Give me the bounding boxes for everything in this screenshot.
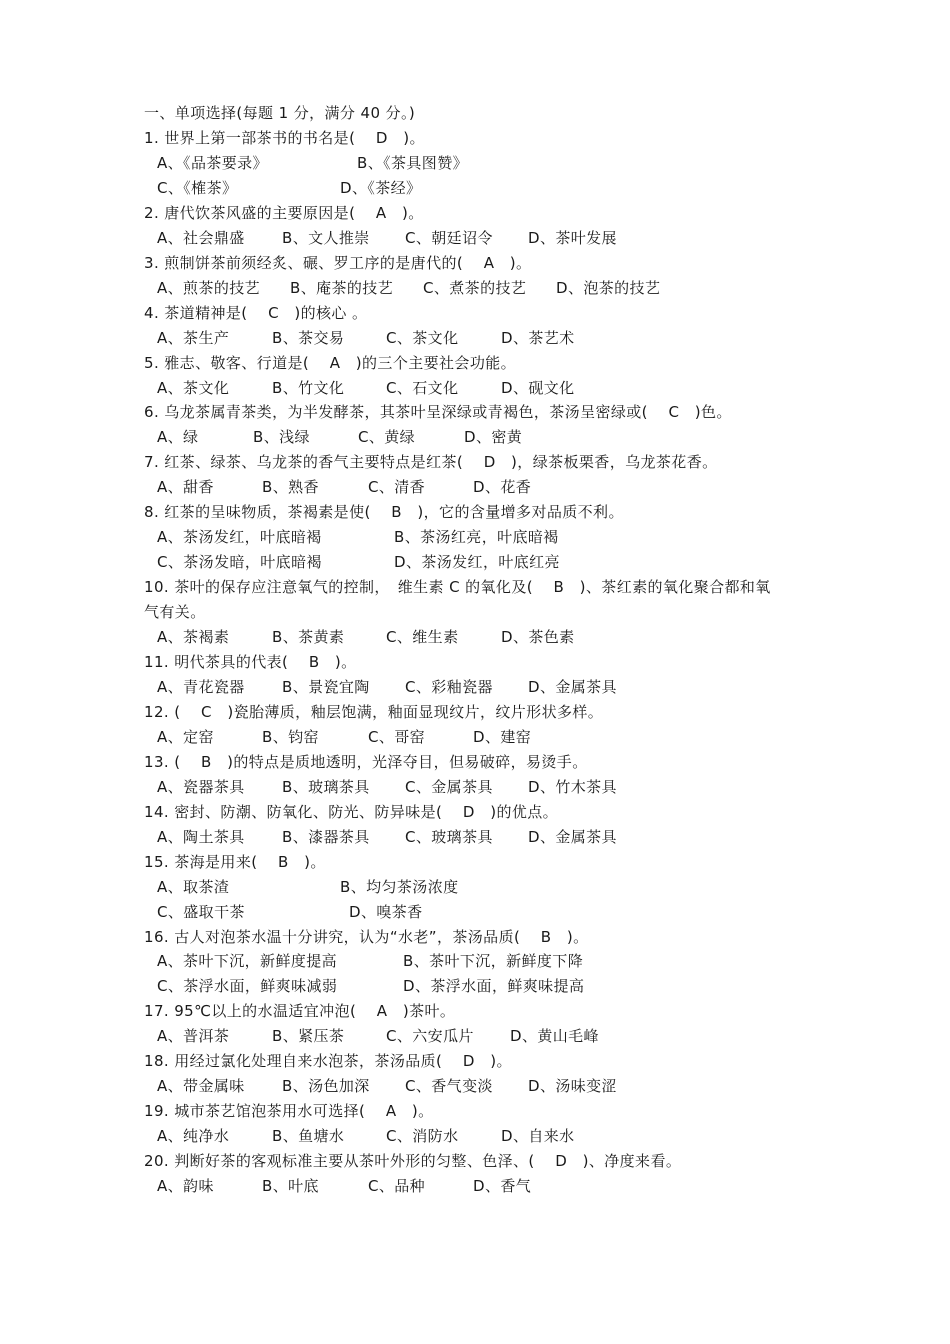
option-16-b: B、茶叶下沉，新鲜度下降 (403, 952, 584, 970)
question-16: 16. 古人对泡茶水温十分讲究，认为“水老”，茶汤品质( B )。 (144, 928, 589, 946)
option-14-b: B、漆器茶具 (282, 828, 370, 846)
question-2: 2. 唐代饮茶风盛的主要原因是( A )。 (144, 204, 424, 222)
option-8-a: A、茶汤发红，叶底暗褐 (157, 528, 322, 546)
option-6-b: B、浅绿 (253, 428, 310, 446)
option-7-c: C、清香 (368, 478, 426, 496)
option-10-d: D、茶色素 (501, 628, 575, 646)
option-17-a: A、普洱茶 (157, 1027, 230, 1045)
option-12-d: D、建窑 (473, 728, 532, 746)
question-11: 11. 明代茶具的代表( B )。 (144, 653, 357, 671)
option-5-a: A、茶文化 (157, 379, 230, 397)
question-7: 7. 红茶、绿茶、乌龙茶的香气主要特点是红茶( D )，绿茶板栗香，乌龙茶花香。 (144, 453, 718, 471)
option-6-c: C、黄绿 (358, 428, 416, 446)
option-5-d: D、砚文化 (501, 379, 575, 397)
option-19-c: C、消防水 (386, 1127, 459, 1145)
option-4-c: C、茶文化 (386, 329, 459, 347)
option-6-d: D、密黄 (464, 428, 523, 446)
option-20-d: D、香气 (473, 1177, 532, 1195)
option-16-a: A、茶叶下沉，新鲜度提高 (157, 952, 338, 970)
option-10-a: A、茶褐素 (157, 628, 230, 646)
question-12: 12. ( C )瓷胎薄质，釉层饱满，釉面显现纹片，纹片形状多样。 (144, 703, 604, 721)
option-13-b: B、玻璃茶具 (282, 778, 370, 796)
question-3: 3. 煎制饼茶前须经炙、碾、罗工序的是唐代的( A )。 (144, 254, 532, 272)
option-18-d: D、汤味变涩 (528, 1077, 617, 1095)
option-14-c: C、玻璃茶具 (405, 828, 493, 846)
option-14-a: A、陶土茶具 (157, 828, 245, 846)
option-2-a: A、社会鼎盛 (157, 229, 245, 247)
question-17: 17. 95℃以上的水温适宜冲泡( A )茶叶。 (144, 1002, 456, 1020)
question-20: 20. 判断好茶的客观标准主要从茶叶外形的匀整、色泽、( D )、净度来看。 (144, 1152, 682, 1170)
option-11-d: D、金属茶具 (528, 678, 617, 696)
option-16-c: C、茶浮水面，鲜爽味减弱 (157, 977, 338, 995)
option-18-b: B、汤色加深 (282, 1077, 370, 1095)
option-7-a: A、甜香 (157, 478, 214, 496)
option-12-c: C、哥窑 (368, 728, 426, 746)
question-13: 13. ( B )的特点是质地透明，光泽夺目，但易破碎，易烫手。 (144, 753, 588, 771)
option-8-b: B、茶汤红亮，叶底暗褐 (394, 528, 559, 546)
option-1-a: A、《品茶要录》 (157, 154, 268, 172)
option-15-b: B、均匀茶汤浓度 (340, 878, 459, 896)
question-10-continued: 气有关。 (144, 603, 206, 621)
question-14: 14. 密封、防潮、防氧化、防光、防异味是( D )的优点。 (144, 803, 559, 821)
option-13-a: A、瓷器茶具 (157, 778, 245, 796)
option-15-d: D、嗅茶香 (349, 903, 423, 921)
option-8-c: C、茶汤发暗，叶底暗褐 (157, 553, 322, 571)
question-5: 5. 雅志、敬客、行道是( A )的三个主要社会功能。 (144, 354, 517, 372)
option-17-d: D、黄山毛峰 (510, 1027, 599, 1045)
option-19-a: A、纯净水 (157, 1127, 230, 1145)
option-4-b: B、茶交易 (272, 329, 345, 347)
option-13-c: C、金属茶具 (405, 778, 493, 796)
option-4-d: D、茶艺术 (501, 329, 575, 347)
option-19-d: D、自来水 (501, 1127, 575, 1145)
option-7-b: B、熟香 (262, 478, 319, 496)
option-7-d: D、花香 (473, 478, 532, 496)
option-3-b: B、庵茶的技艺 (290, 279, 394, 297)
section-title: 一、单项选择(每题 1 分，满分 40 分。) (144, 104, 416, 122)
option-15-a: A、取茶渣 (157, 878, 230, 896)
option-2-b: B、文人推崇 (282, 229, 370, 247)
option-17-b: B、紧压茶 (272, 1027, 345, 1045)
question-19: 19. 城市茶艺馆泡茶用水可选择( A )。 (144, 1102, 434, 1120)
option-15-c: C、盛取干茶 (157, 903, 245, 921)
option-18-c: C、香气变淡 (405, 1077, 493, 1095)
option-20-c: C、品种 (368, 1177, 426, 1195)
option-1-d: D、《茶经》 (340, 179, 422, 197)
option-5-c: C、石文化 (386, 379, 459, 397)
option-3-a: A、煎茶的技艺 (157, 279, 261, 297)
option-3-c: C、煮茶的技艺 (423, 279, 527, 297)
question-4: 4. 茶道精神是( C )的核心 。 (144, 304, 368, 322)
option-6-a: A、绿 (157, 428, 199, 446)
option-14-d: D、金属茶具 (528, 828, 617, 846)
question-6: 6. 乌龙茶属青茶类，为半发酵茶，其茶叶呈深绿或青褐色，茶汤呈密绿或( C )色。 (144, 403, 732, 421)
option-2-d: D、茶叶发展 (528, 229, 617, 247)
option-20-b: B、叶底 (262, 1177, 319, 1195)
option-18-a: A、带金属味 (157, 1077, 245, 1095)
option-13-d: D、竹木茶具 (528, 778, 617, 796)
option-3-d: D、泡茶的技艺 (556, 279, 661, 297)
question-1: 1. 世界上第一部茶书的书名是( D )。 (144, 129, 425, 147)
option-5-b: B、竹文化 (272, 379, 345, 397)
option-17-c: C、六安瓜片 (386, 1027, 474, 1045)
option-1-b: B、《茶具图赞》 (357, 154, 468, 172)
option-2-c: C、朝廷诏令 (405, 229, 493, 247)
option-16-d: D、茶浮水面，鲜爽味提高 (403, 977, 585, 995)
question-10: 10. 茶叶的保存应注意氧气的控制， 维生素 C 的氧化及( B )、茶红素的氧化聚合都和氧 (144, 578, 771, 596)
option-8-d: D、茶汤发红，叶底红亮 (394, 553, 560, 571)
option-10-c: C、维生素 (386, 628, 459, 646)
option-10-b: B、茶黄素 (272, 628, 345, 646)
option-20-a: A、韵味 (157, 1177, 214, 1195)
option-12-b: B、钧窑 (262, 728, 319, 746)
option-4-a: A、茶生产 (157, 329, 230, 347)
question-8: 8. 红茶的呈味物质，茶褐素是使( B )，它的含量增多对品质不利。 (144, 503, 624, 521)
question-18: 18. 用经过氯化处理自来水泡茶，茶汤品质( D )。 (144, 1052, 512, 1070)
option-11-b: B、景瓷宜陶 (282, 678, 370, 696)
option-11-a: A、青花瓷器 (157, 678, 245, 696)
option-1-c: C、《榷茶》 (157, 179, 238, 197)
option-11-c: C、彩釉瓷器 (405, 678, 493, 696)
option-19-b: B、鱼塘水 (272, 1127, 345, 1145)
option-12-a: A、定窑 (157, 728, 214, 746)
question-15: 15. 茶海是用来( B )。 (144, 853, 326, 871)
